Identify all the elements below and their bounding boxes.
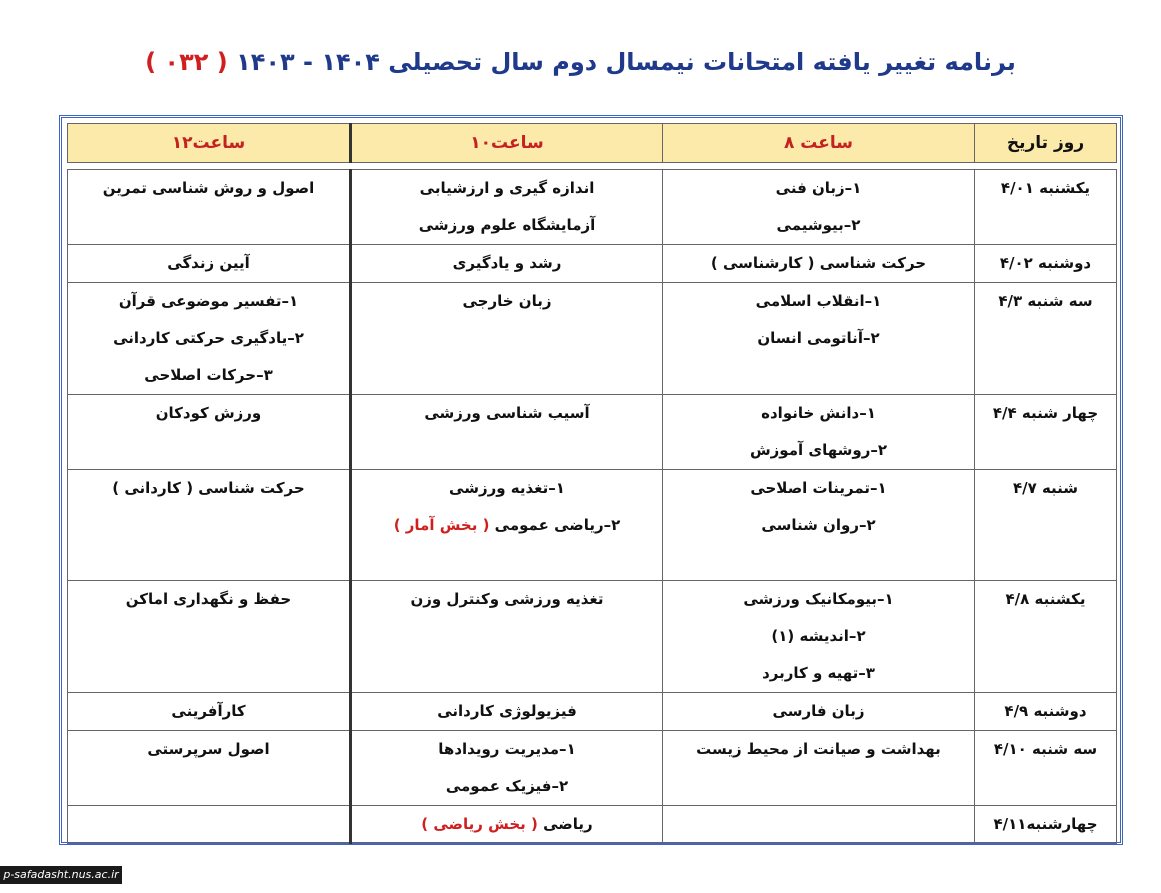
slot-12-cell (68, 470, 351, 581)
day-cell (975, 731, 1117, 806)
course-line (68, 731, 349, 768)
course-line (663, 245, 974, 282)
course-name: ۱–انقلاب اسلامی (755, 292, 882, 310)
title-code: ( ۰۳۲ ) (145, 48, 228, 76)
course-name: زبان خارجی (462, 292, 552, 310)
table-row (68, 283, 1117, 395)
title-text: برنامه تغییر یافته امتحانات نیمسال دوم سال تحصیلی ۱۴۰۴ - ۱۴۰۳ (236, 48, 1016, 76)
header-separator (68, 163, 1117, 170)
day-label: دوشنبه ۴/۹ (1004, 702, 1087, 720)
table-row (68, 693, 1117, 731)
day-label: شنبه ۴/۷ (1012, 479, 1079, 497)
day-label: چهارشنبه۴/۱۱ (993, 815, 1098, 833)
course-line (352, 245, 662, 282)
course-name: ۲–آناتومی انسان (757, 329, 880, 347)
course-note: ( بخش آمار ) (393, 516, 490, 534)
day-label: دوشنبه ۴/۰۲ (999, 254, 1092, 272)
day-cell (975, 806, 1117, 844)
course-line (663, 581, 974, 618)
table-row (68, 806, 1117, 844)
slot-10-cell (351, 245, 663, 283)
course-line (68, 320, 349, 357)
course-line (68, 357, 349, 394)
slot-12-cell (68, 170, 351, 245)
table-row (68, 170, 1117, 245)
slot-10-cell (351, 395, 663, 470)
slot-12-cell (68, 245, 351, 283)
table-row (68, 245, 1117, 283)
course-name: کارآفرینی (171, 702, 246, 720)
course-name: ۲–فیزیک عمومی (445, 777, 569, 795)
course-line (352, 283, 662, 320)
table-row (68, 395, 1117, 470)
course-name: رشد و یادگیری (452, 254, 562, 272)
slot-10-cell (351, 170, 663, 245)
site-url-tag: p-safadasht.nus.ac.ir (0, 866, 122, 884)
exam-schedule-table (67, 123, 1117, 844)
course-line (68, 693, 349, 730)
course-name: ۲–یادگیری حرکتی کاردانی (113, 329, 304, 347)
schedule-frame (59, 115, 1123, 845)
course-line (68, 470, 349, 507)
course-line (663, 283, 974, 320)
course-line (68, 395, 349, 432)
course-line (352, 507, 662, 544)
slot-8-cell (663, 170, 975, 245)
course-name: اندازه گیری و ارزشیابی (419, 179, 595, 197)
slot-8-cell (663, 731, 975, 806)
course-line (663, 618, 974, 655)
day-cell (975, 170, 1117, 245)
course-name: زبان فارسی (772, 702, 865, 720)
course-line (663, 470, 974, 507)
slot-12-cell (68, 693, 351, 731)
course-line (68, 170, 349, 207)
course-line (68, 581, 349, 618)
course-line (663, 395, 974, 432)
course-name: آیین زندگی (167, 254, 250, 272)
course-note: ( بخش ریاضی ) (421, 815, 538, 833)
slot-10-cell (351, 693, 663, 731)
day-cell (975, 283, 1117, 395)
day-label: چهار شنبه ۴/۴ (992, 404, 1099, 422)
slot-12-cell (68, 581, 351, 693)
course-name: ۱–مدیریت رویدادها (438, 740, 576, 758)
slot-8-cell (663, 581, 975, 693)
slot-10-cell (351, 581, 663, 693)
course-name: حفظ و نگهداری اماکن (125, 590, 292, 608)
course-name: حرکت شناسی ( کارشناسی ) (710, 254, 927, 272)
slot-8-cell (663, 395, 975, 470)
header-slot-10: ساعت۱۰ (351, 124, 663, 163)
slot-12-cell (68, 806, 351, 844)
course-line (663, 731, 974, 768)
table-row (68, 731, 1117, 806)
day-label: سه شنبه ۴/۱۰ (993, 740, 1098, 758)
day-cell (975, 581, 1117, 693)
day-cell (975, 693, 1117, 731)
course-line (663, 207, 974, 244)
slot-12-cell (68, 283, 351, 395)
day-label: یکشنبه ۴/۰۱ (1000, 179, 1091, 197)
course-name: ۱–زبان فنی (775, 179, 862, 197)
course-name: بهداشت و صیانت از محیط زیست (696, 740, 941, 758)
header-slot-12: ساعت۱۲ (68, 124, 351, 163)
course-line (352, 470, 662, 507)
day-cell (975, 470, 1117, 581)
course-name: ۱–تغذیه ورزشی (449, 479, 565, 497)
schedule-body (68, 170, 1117, 844)
course-name: ۳–حرکات اصلاحی (144, 366, 273, 384)
slot-12-cell (68, 395, 351, 470)
course-name: ۲–ریاضی عمومی (494, 516, 621, 534)
course-name: ۱–بیومکانیک ورزشی (743, 590, 894, 608)
course-name: ۳–تهیه و کاربرد (762, 664, 875, 682)
course-name: ریاضی (543, 815, 593, 833)
course-name: اصول سرپرستی (147, 740, 270, 758)
slot-10-cell (351, 283, 663, 395)
course-line (352, 207, 662, 244)
course-name: ۱–دانش خانواده (761, 404, 876, 422)
course-line (352, 768, 662, 805)
slot-8-cell (663, 283, 975, 395)
course-name: اصول و روش شناسی تمرین (102, 179, 315, 197)
course-name: ۲–بیوشیمی (776, 216, 861, 234)
day-cell (975, 395, 1117, 470)
slot-10-cell (351, 470, 663, 581)
course-name: ۲–اندیشه (۱) (771, 627, 866, 645)
header-row (68, 124, 1117, 163)
course-line (68, 245, 349, 282)
course-name: تغذیه ورزشی وکنترل وزن (410, 590, 604, 608)
course-line (663, 170, 974, 207)
course-name: آزمایشگاه علوم ورزشی (418, 216, 596, 234)
course-name: ۱–تفسیر موضوعی قرآن (118, 292, 299, 310)
slot-8-cell (663, 245, 975, 283)
course-line (352, 693, 662, 730)
table-row (68, 581, 1117, 693)
course-line (352, 395, 662, 432)
table-row (68, 470, 1117, 581)
course-line (663, 507, 974, 544)
course-line (663, 655, 974, 692)
course-name: حرکت شناسی ( کاردانی ) (112, 479, 305, 497)
slot-10-cell (351, 731, 663, 806)
course-line (663, 432, 974, 469)
course-line (68, 283, 349, 320)
slot-8-cell (663, 693, 975, 731)
course-name: فیزیولوژی کاردانی (437, 702, 577, 720)
course-line (352, 731, 662, 768)
day-cell (975, 245, 1117, 283)
course-line (663, 320, 974, 357)
day-label: یکشنبه ۴/۸ (1005, 590, 1086, 608)
header-slot-8: ساعت ۸ (663, 124, 975, 163)
slot-8-cell (663, 806, 975, 844)
course-name: ۱–تمرینات اصلاحی (750, 479, 887, 497)
course-name: ورزش کودکان (155, 404, 262, 422)
slot-12-cell (68, 731, 351, 806)
course-name: ۲–روان شناسی (761, 516, 876, 534)
course-line (352, 806, 662, 843)
slot-8-cell (663, 470, 975, 581)
course-name: ۲–روشهای آموزش (749, 441, 888, 459)
course-line (352, 581, 662, 618)
course-name: آسیب شناسی ورزشی (424, 404, 590, 422)
day-label: سه شنبه ۴/۳ (998, 292, 1093, 310)
page-title (0, 48, 1161, 76)
course-line (352, 170, 662, 207)
header-day: روز تاریخ (975, 124, 1117, 163)
slot-10-cell (351, 806, 663, 844)
course-line (663, 693, 974, 730)
